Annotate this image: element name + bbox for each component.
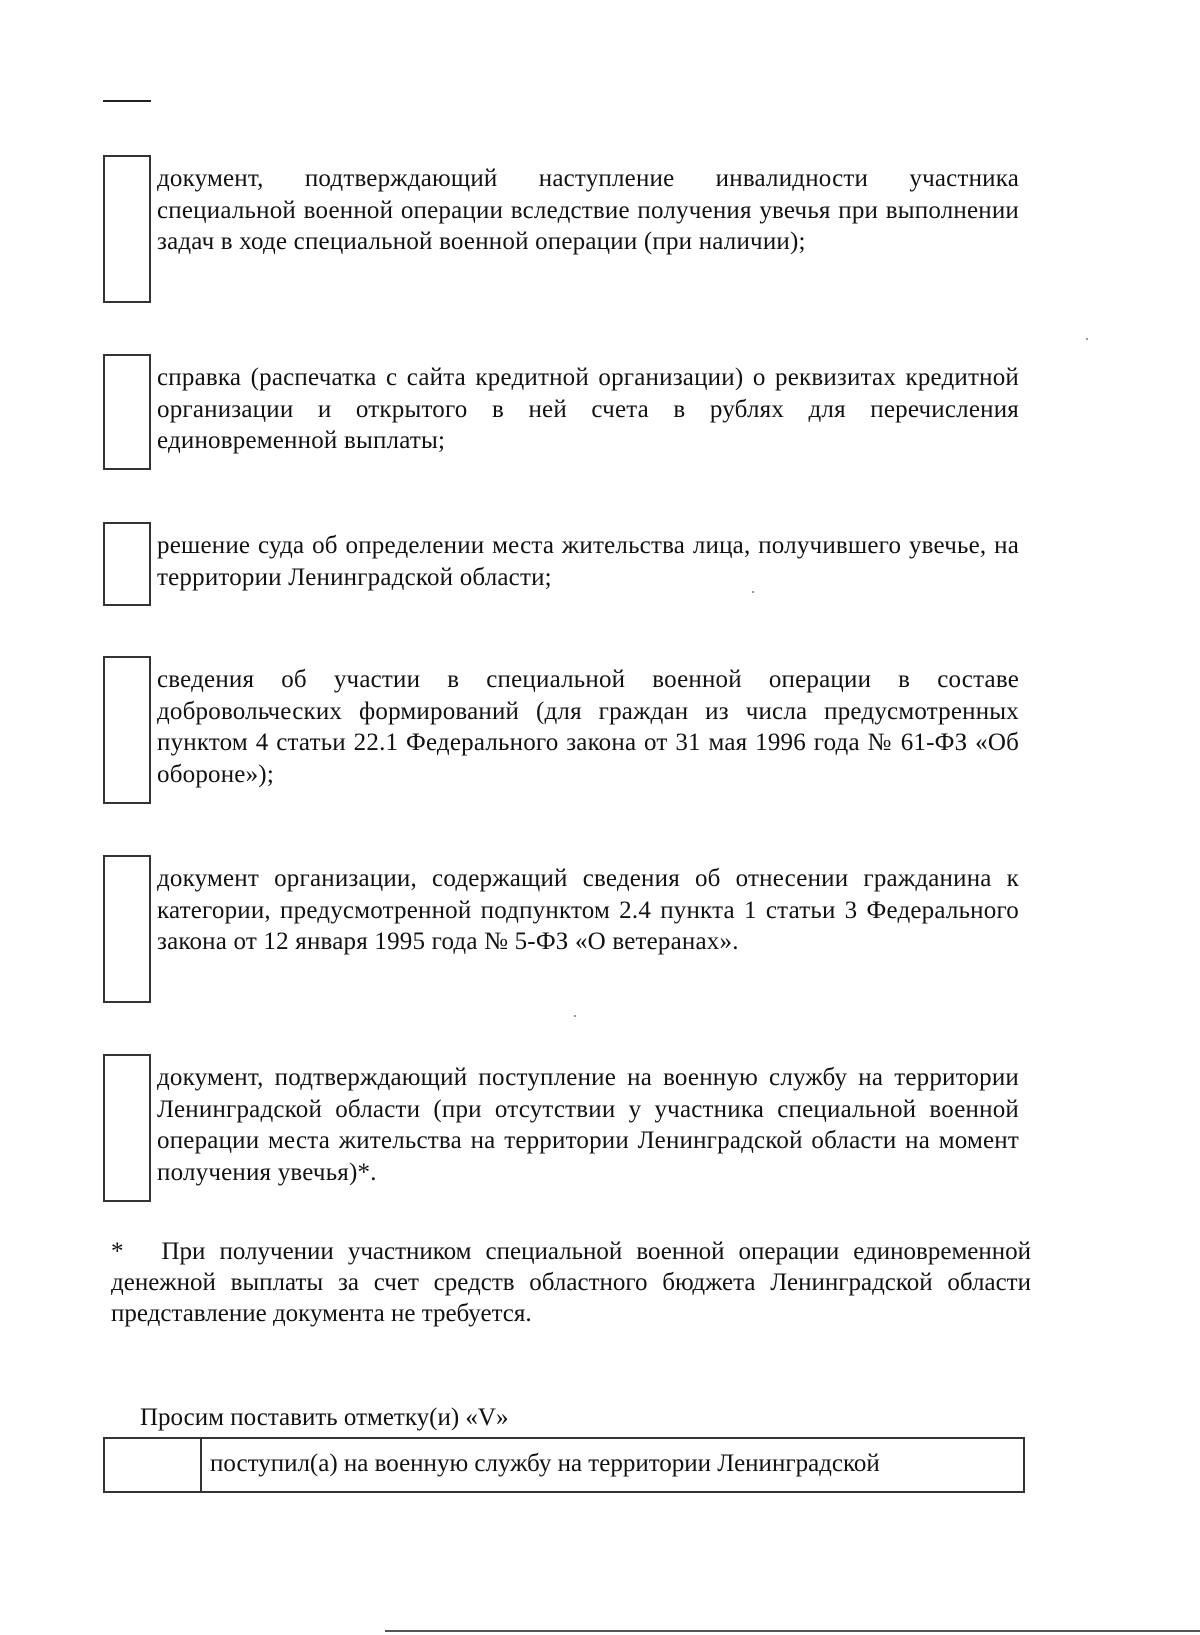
document-item-text: справка (распечатка с сайта кредитной организации) о реквизитах кредитной организации и открытого в ней счета в рублях для перечисления единовременной выплаты; (157, 364, 1019, 454)
scan-speck (752, 591, 754, 593)
document-checkbox[interactable] (103, 155, 151, 303)
document-item-text: документ, подтверждающий наступление инвалидности участника специальной военной операции вследствие получения увечья при выполнении задач в ходе специальной военной операции (при наличии); (157, 165, 1019, 255)
document-item-text: документ организации, содержащий сведения об отнесении гражданина к категории, предусмотренной подпунктом 2.4 пункта 1 статьи 3 Федерального закона от 12 января 1995 года № 5-ФЗ «О ветеранах». (157, 865, 1019, 955)
footnote-marker: * (111, 1238, 124, 1265)
document-checkbox[interactable] (103, 855, 151, 1003)
document-checkbox[interactable] (103, 522, 151, 606)
request-label: Просим поставить отметку(и) «V» (140, 1404, 509, 1431)
request-option-text: поступил(а) на военную службу на территории Ленинградской (210, 1450, 880, 1477)
bottom-edge-line (385, 1630, 1200, 1632)
document-item-text: сведения об участии в специальной военной операции в составе добровольческих формирований (для граждан из числа предусмотренных пунктом 4 статьи 22.1 Федерального закона от 31 мая 1996 года № 61-ФЗ «Об обороне»); (157, 666, 1019, 788)
document-checkbox[interactable] (103, 1054, 151, 1202)
footnote-text: При получении участником специальной военной операции единовременной денежной выплаты за счет средств областного бюджета Ленинградской области представление документа не требуется. (111, 1238, 1031, 1327)
top-dash (103, 100, 151, 102)
scan-speck (574, 1015, 576, 1017)
document-item-text: решение суда об определении места жительства лица, получившего увечье, на территории Ленинградской области; (157, 532, 1019, 591)
request-table (103, 1437, 1025, 1493)
document-item-text: документ, подтверждающий поступление на военную службу на территории Ленинградской области (при отсутствии у участника специальной военной операции места жительства на территории Ленинградской области на момент получения увечья)*. (157, 1064, 1019, 1186)
document-checkbox[interactable] (103, 354, 151, 470)
document-checkbox[interactable] (103, 656, 151, 804)
scan-speck (1086, 338, 1088, 340)
footnote (111, 1236, 1031, 1329)
request-checkbox[interactable] (105, 1439, 202, 1491)
